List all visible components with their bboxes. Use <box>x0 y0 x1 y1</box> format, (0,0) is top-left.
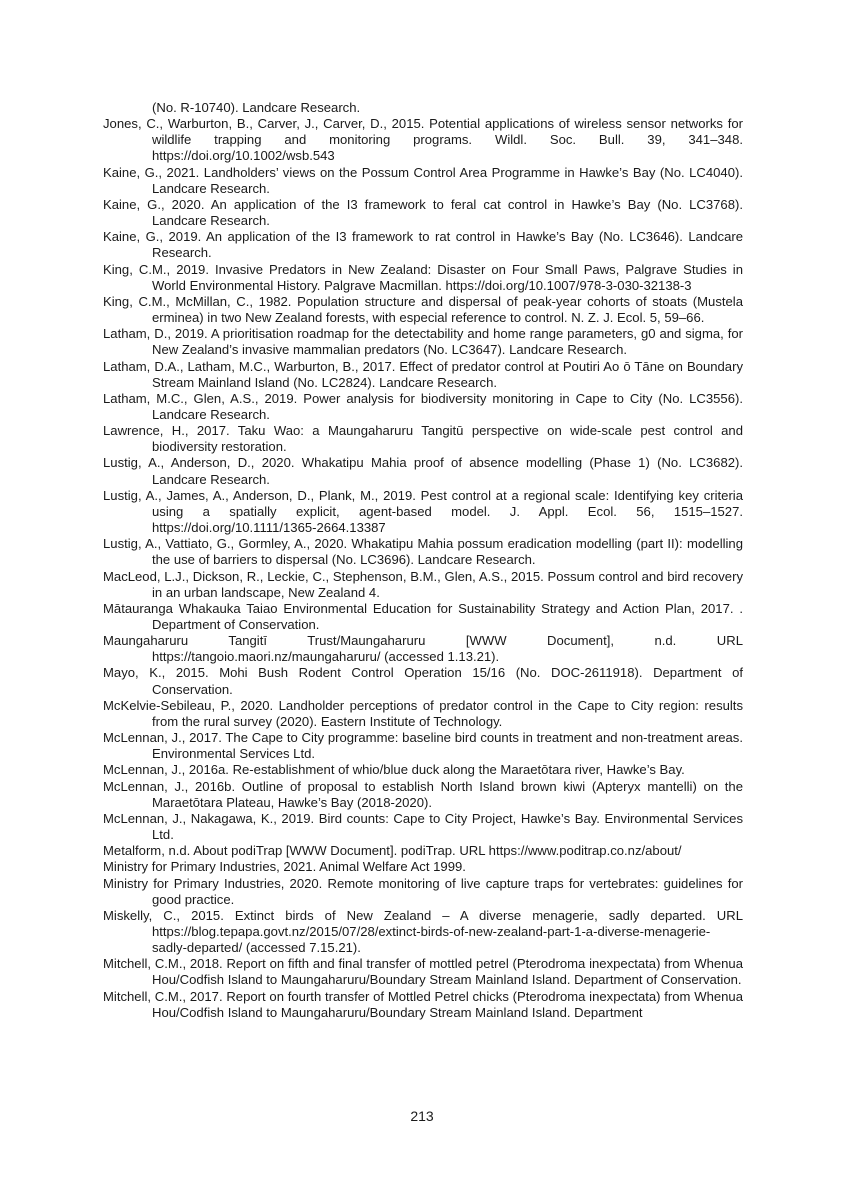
reference-entry: McLennan, J., 2016b. Outline of proposal to establish North Island brown kiwi (Apteryx mantelli) on the Maraetōtara Plateau, Hawke’s Bay (2018-2020). <box>103 778 743 810</box>
reference-entry: Latham, M.C., Glen, A.S., 2019. Power analysis for biodiversity monitoring in Cape to City (No. LC3556). Landcare Research. <box>103 390 743 422</box>
reference-entry: Ministry for Primary Industries, 2021. Animal Welfare Act 1999. <box>103 859 466 875</box>
reference-entry: McLennan, J., 2016a. Re-establishment of whio/blue duck along the Maraetōtara river, Hawke’s Bay. <box>103 762 685 778</box>
reference-entry: McLennan, J., 2017. The Cape to City programme: baseline bird counts in treatment and non-treatment areas. Environmental Services Ltd. <box>103 730 743 762</box>
reference-entry: Lustig, A., Anderson, D., 2020. Whakatipu Mahia proof of absence modelling (Phase 1) (No. LC3682). Landcare Research. <box>103 455 743 487</box>
reference-list <box>103 100 743 1021</box>
reference-entry: Mitchell, C.M., 2018. Report on fifth and final transfer of mottled petrel (Pterodroma inexpectata) from Whenua Hou/Codfish Island to Maungaharuru/Boundary Stream Mainland Island. Department of Conservation. <box>103 956 743 988</box>
reference-entry: Metalform, n.d. About podiTrap [WWW Document]. podiTrap. URL https://www.poditrap.co.nz/about/ <box>103 843 682 859</box>
reference-entry: Kaine, G., 2020. An application of the I3 framework to feral cat control in Hawke’s Bay (No. LC3768). Landcare Research. <box>103 196 743 229</box>
reference-entry: (No. R-10740). Landcare Research. <box>152 100 361 115</box>
reference-entry: Kaine, G., 2021. Landholders’ views on the Possum Control Area Programme in Hawke’s Bay (No. LC4040). Landcare Research. <box>103 164 743 196</box>
reference-entry: Lustig, A., James, A., Anderson, D., Plank, M., 2019. Pest control at a regional scale: Identifying key criteria using a spatially explicit, agent-based model. J. Appl. Ecol. 56, 1515–1527. https://doi.org/10.1111/1365-2664.13387 <box>103 487 743 536</box>
reference-entry: Mitchell, C.M., 2017. Report on fourth transfer of Mottled Petrel chicks (Pterodroma inexpectata) from Whenua Hou/Codfish Island to Maungaharuru/Boundary Stream Mainland Island. Department <box>103 988 743 1020</box>
reference-entry: Lawrence, H., 2017. Taku Wao: a Maungaharuru Tangitū perspective on wide-scale pest control and biodiversity restoration. <box>103 423 743 455</box>
reference-entry: Lustig, A., Vattiato, G., Gormley, A., 2020. Whakatipu Mahia possum eradication modelling (part II): modelling the use of barriers to dispersal (No. LC3696). Landcare Research. <box>103 536 743 568</box>
reference-entry: Latham, D.A., Latham, M.C., Warburton, B., 2017. Effect of predator control at Poutiri Ao ō Tāne on Boundary Stream Mainland Island (No. LC2824). Landcare Research. <box>103 358 743 390</box>
reference-entry: McLennan, J., Nakagawa, K., 2019. Bird counts: Cape to City Project, Hawke’s Bay. Environmental Services Ltd. <box>103 810 743 843</box>
reference-entry: Maungaharuru Tangitī Trust/Maungaharuru [WWW Document], n.d. URL https://tangoio.maori.nz/maungaharuru/ (accessed 1.13.21). <box>103 633 743 665</box>
reference-entry: Miskelly, C., 2015. Extinct birds of New Zealand – A diverse menagerie, sadly departed. URL https://blog.tepapa.govt.nz/2015/07/28/extinct-birds-of-new-zealand-part-1-a-diverse-menagerie-sadly-departed/ (accessed 7.15.21). <box>103 907 743 956</box>
reference-entry: Kaine, G., 2019. An application of the I3 framework to rat control in Hawke’s Bay (No. LC3646). Landcare Research. <box>103 229 743 261</box>
reference-entry: Mayo, K., 2015. Mohi Bush Rodent Control Operation 15/16 (No. DOC-2611918). Department of Conservation. <box>103 665 743 697</box>
reference-entry: King, C.M., McMillan, C., 1982. Population structure and dispersal of peak-year cohorts of stoats (Mustela erminea) in two New Zealand forests, with especial reference to control. N. Z. J. Ecol. 5, 59–66. <box>103 293 743 326</box>
page-number: 213 <box>410 1108 434 1124</box>
reference-entry: Ministry for Primary Industries, 2020. Remote monitoring of live capture traps for vertebrates: guidelines for good practice. <box>103 875 743 907</box>
reference-entry: McKelvie-Sebileau, P., 2020. Landholder perceptions of predator control in the Cape to City region: results from the rural survey (2020). Eastern Institute of Technology. <box>103 697 743 729</box>
reference-entry: Mātauranga Whakauka Taiao Environmental Education for Sustainability Strategy and Action Plan, 2017. . Department of Conservation. <box>103 600 743 632</box>
reference-entry: King, C.M., 2019. Invasive Predators in New Zealand: Disaster on Four Small Paws, Palgrave Studies in World Environmental History. Palgrave Macmillan. https://doi.org/10.1007/978-3-030-32138-3 <box>103 261 743 293</box>
reference-entry: MacLeod, L.J., Dickson, R., Leckie, C., Stephenson, B.M., Glen, A.S., 2015. Possum control and bird recovery in an urban landscape, New Zealand 4. <box>103 568 743 600</box>
reference-entry: Latham, D., 2019. A prioritisation roadmap for the detectability and home range parameters, g0 and sigma, for New Zealand’s invasive mammalian predators (No. LC3647). Landcare Research. <box>103 326 743 358</box>
reference-entry: Jones, C., Warburton, B., Carver, J., Carver, D., 2015. Potential applications of wireless sensor networks for wildlife trapping and monitoring programs. Wildl. Soc. Bull. 39, 341–348. https://doi.org/10.1002/wsb.543 <box>103 116 743 164</box>
